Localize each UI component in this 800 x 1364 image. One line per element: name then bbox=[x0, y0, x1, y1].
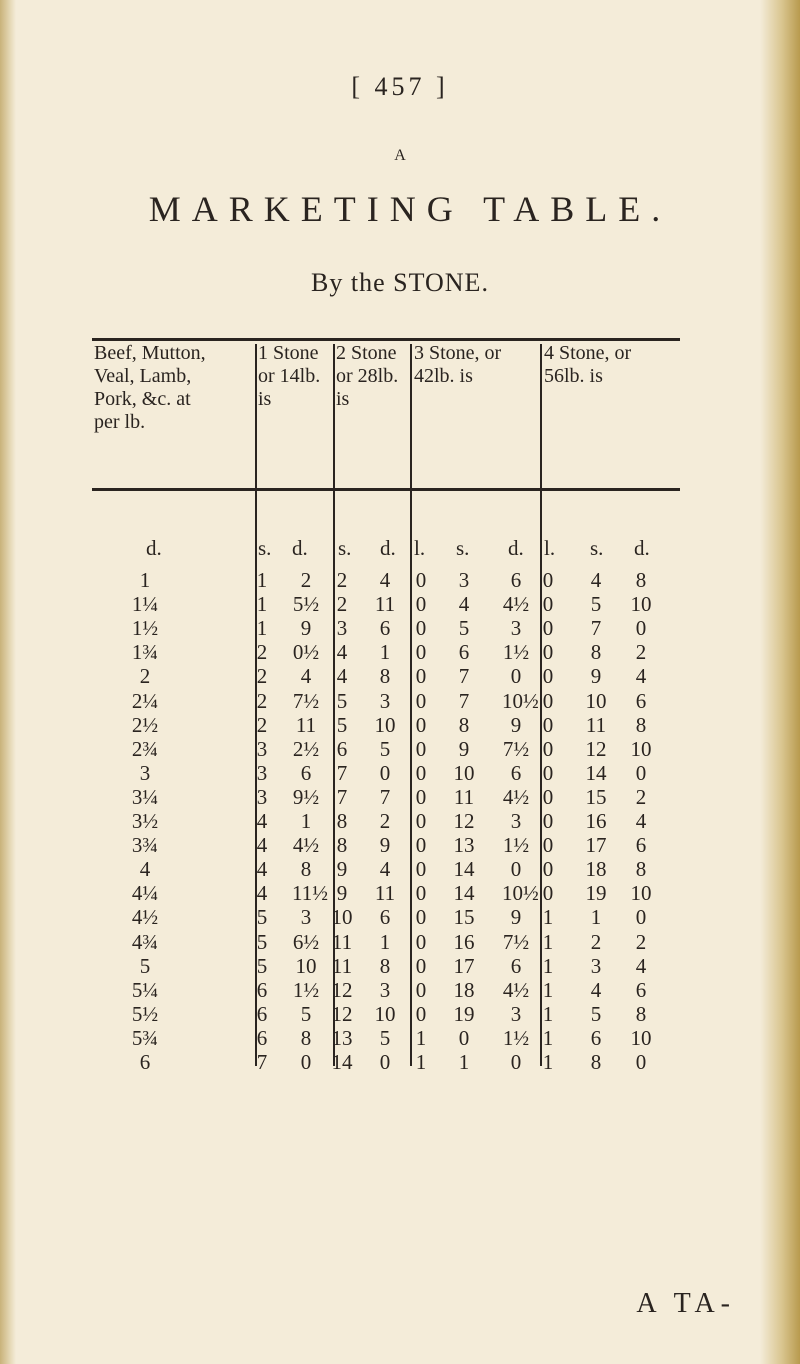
cell-four-stone-l: 1 bbox=[542, 977, 554, 1002]
cell-four-stone-l: 0 bbox=[542, 833, 554, 858]
header-one-stone: 1 Stone or 14lb. is bbox=[258, 342, 321, 410]
cell-three-stone-d: 9 bbox=[510, 712, 522, 737]
table-row bbox=[0, 664, 800, 688]
cell-one-stone-d: 8 bbox=[300, 1025, 312, 1050]
cell-price-per-lb: 4 bbox=[139, 857, 151, 882]
cell-three-stone-s: 8 bbox=[458, 712, 470, 737]
cell-four-stone-l: 1 bbox=[542, 1025, 554, 1050]
cell-four-stone-d: 6 bbox=[635, 977, 647, 1002]
cell-three-stone-l: 0 bbox=[415, 977, 427, 1002]
cell-two-stone-d: 6 bbox=[379, 905, 391, 930]
cell-two-stone-d: 11 bbox=[374, 881, 396, 906]
cell-price-per-lb: 5¼ bbox=[131, 977, 159, 1002]
cell-three-stone-d: 3 bbox=[510, 1001, 522, 1026]
cell-three-stone-l: 0 bbox=[415, 616, 427, 641]
cell-price-per-lb: 3¾ bbox=[131, 833, 159, 858]
cell-three-stone-d: 4½ bbox=[502, 592, 530, 617]
cell-two-stone-s: 3 bbox=[336, 616, 348, 641]
cell-four-stone-d: 8 bbox=[635, 1001, 647, 1026]
cell-four-stone-l: 0 bbox=[542, 857, 554, 882]
cell-two-stone-d: 11 bbox=[374, 592, 396, 617]
cell-two-stone-s: 12 bbox=[331, 977, 353, 1002]
cell-two-stone-d: 6 bbox=[379, 616, 391, 641]
table-row bbox=[0, 568, 800, 592]
cell-four-stone-s: 4 bbox=[590, 568, 602, 592]
cell-three-stone-d: 10½ bbox=[502, 688, 539, 713]
table-row bbox=[0, 978, 800, 1002]
unit-label: d. bbox=[508, 536, 524, 560]
cell-one-stone-d: 0 bbox=[300, 1050, 312, 1074]
cell-four-stone-l: 1 bbox=[542, 905, 554, 930]
cell-four-stone-d: 0 bbox=[635, 760, 647, 785]
cell-four-stone-d: 10 bbox=[630, 592, 652, 617]
cell-four-stone-s: 8 bbox=[590, 1050, 602, 1074]
unit-label: d. bbox=[380, 536, 396, 560]
cell-one-stone-d: 2½ bbox=[292, 736, 320, 761]
cell-one-stone-s: 2 bbox=[256, 664, 268, 689]
cell-three-stone-d: 6 bbox=[510, 760, 522, 785]
cell-two-stone-s: 7 bbox=[336, 760, 348, 785]
cell-three-stone-s: 16 bbox=[453, 929, 475, 954]
cell-four-stone-d: 8 bbox=[635, 712, 647, 737]
table-row bbox=[0, 857, 800, 881]
cell-three-stone-d: 10½ bbox=[502, 881, 539, 906]
cell-two-stone-d: 8 bbox=[379, 953, 391, 978]
table-row bbox=[0, 833, 800, 857]
cell-price-per-lb: 4¾ bbox=[131, 929, 159, 954]
cell-two-stone-s: 5 bbox=[336, 712, 348, 737]
cell-three-stone-l: 0 bbox=[415, 881, 427, 906]
cell-two-stone-d: 0 bbox=[379, 760, 391, 785]
cell-four-stone-l: 0 bbox=[542, 568, 554, 592]
table-row bbox=[0, 713, 800, 737]
cell-four-stone-d: 8 bbox=[635, 857, 647, 882]
cell-two-stone-s: 2 bbox=[336, 592, 348, 617]
cell-four-stone-s: 11 bbox=[585, 712, 607, 737]
cell-four-stone-s: 17 bbox=[585, 833, 607, 858]
cell-three-stone-s: 15 bbox=[453, 905, 475, 930]
cell-four-stone-l: 0 bbox=[542, 664, 554, 689]
cell-one-stone-d: 7½ bbox=[292, 688, 320, 713]
cell-price-per-lb: 5½ bbox=[131, 1001, 159, 1026]
cell-three-stone-l: 0 bbox=[415, 953, 427, 978]
cell-price-per-lb: 1¾ bbox=[131, 640, 159, 665]
cell-one-stone-s: 1 bbox=[256, 568, 268, 592]
cell-one-stone-d: 6 bbox=[300, 760, 312, 785]
table-row bbox=[0, 881, 800, 905]
table-row bbox=[0, 761, 800, 785]
cell-one-stone-d: 1 bbox=[300, 809, 312, 833]
cell-one-stone-d: 9 bbox=[300, 616, 312, 641]
cell-three-stone-s: 11 bbox=[453, 784, 475, 809]
cell-four-stone-s: 18 bbox=[585, 857, 607, 882]
cell-two-stone-s: 5 bbox=[336, 688, 348, 713]
cell-four-stone-s: 9 bbox=[590, 664, 602, 689]
cell-four-stone-l: 0 bbox=[542, 881, 554, 906]
cell-one-stone-d: 3 bbox=[300, 905, 312, 930]
cell-three-stone-d: 1½ bbox=[502, 1025, 530, 1050]
cell-four-stone-d: 10 bbox=[630, 1025, 652, 1050]
cell-two-stone-s: 2 bbox=[336, 568, 348, 592]
cell-four-stone-l: 0 bbox=[542, 784, 554, 809]
cell-three-stone-l: 0 bbox=[415, 568, 427, 592]
cell-four-stone-d: 10 bbox=[630, 736, 652, 761]
cell-four-stone-s: 6 bbox=[590, 1025, 602, 1050]
cell-four-stone-s: 8 bbox=[590, 640, 602, 665]
table-header-rule bbox=[92, 488, 680, 491]
cell-two-stone-d: 5 bbox=[379, 736, 391, 761]
cell-three-stone-d: 0 bbox=[510, 857, 522, 882]
cell-two-stone-s: 9 bbox=[336, 881, 348, 906]
cell-four-stone-d: 4 bbox=[635, 809, 647, 833]
cell-one-stone-d: 11½ bbox=[292, 881, 328, 906]
cell-two-stone-s: 8 bbox=[336, 809, 348, 833]
unit-label: d. bbox=[292, 536, 308, 560]
cell-one-stone-s: 1 bbox=[256, 592, 268, 617]
cell-three-stone-d: 0 bbox=[510, 1050, 522, 1074]
cell-one-stone-d: 8 bbox=[300, 857, 312, 882]
cell-three-stone-l: 0 bbox=[415, 592, 427, 617]
cell-three-stone-s: 7 bbox=[458, 664, 470, 689]
cell-three-stone-d: 4½ bbox=[502, 784, 530, 809]
cell-three-stone-l: 0 bbox=[415, 905, 427, 930]
cell-one-stone-d: 1½ bbox=[292, 977, 320, 1002]
table-row bbox=[0, 905, 800, 929]
cell-price-per-lb: 6 bbox=[139, 1050, 151, 1074]
cell-four-stone-l: 0 bbox=[542, 809, 554, 833]
cell-one-stone-d: 11 bbox=[295, 712, 317, 737]
table-row bbox=[0, 1026, 800, 1050]
cell-two-stone-s: 10 bbox=[331, 905, 353, 930]
table-row bbox=[0, 930, 800, 954]
cell-one-stone-s: 3 bbox=[256, 736, 268, 761]
cell-three-stone-l: 0 bbox=[415, 688, 427, 713]
cell-four-stone-s: 15 bbox=[585, 784, 607, 809]
cell-three-stone-s: 6 bbox=[458, 640, 470, 665]
cell-three-stone-d: 1½ bbox=[502, 833, 530, 858]
cell-three-stone-l: 0 bbox=[415, 712, 427, 737]
cell-three-stone-s: 4 bbox=[458, 592, 470, 617]
unit-label: l. bbox=[544, 536, 556, 560]
cell-two-stone-d: 5 bbox=[379, 1025, 391, 1050]
cell-three-stone-s: 9 bbox=[458, 736, 470, 761]
cell-four-stone-s: 14 bbox=[585, 760, 607, 785]
cell-three-stone-l: 0 bbox=[415, 664, 427, 689]
section-letter: A bbox=[394, 147, 406, 164]
cell-three-stone-s: 1 bbox=[458, 1050, 470, 1074]
cell-four-stone-l: 0 bbox=[542, 616, 554, 641]
cell-two-stone-s: 8 bbox=[336, 833, 348, 858]
cell-four-stone-d: 8 bbox=[635, 568, 647, 592]
cell-four-stone-l: 0 bbox=[542, 640, 554, 665]
cell-three-stone-l: 0 bbox=[415, 736, 427, 761]
unit-label: d. bbox=[146, 536, 162, 560]
cell-four-stone-s: 5 bbox=[590, 1001, 602, 1026]
table-top-rule bbox=[92, 338, 680, 341]
cell-one-stone-s: 3 bbox=[256, 760, 268, 785]
cell-two-stone-s: 6 bbox=[336, 736, 348, 761]
cell-price-per-lb: 1 bbox=[139, 568, 151, 592]
cell-four-stone-d: 6 bbox=[635, 833, 647, 858]
cell-three-stone-s: 3 bbox=[458, 568, 470, 592]
cell-three-stone-s: 18 bbox=[453, 977, 475, 1002]
page-title: MARKETING TABLE. bbox=[148, 189, 672, 229]
cell-two-stone-d: 2 bbox=[379, 809, 391, 833]
cell-two-stone-d: 1 bbox=[379, 640, 391, 665]
cell-four-stone-s: 1 bbox=[590, 905, 602, 930]
cell-one-stone-s: 4 bbox=[256, 833, 268, 858]
table-row bbox=[0, 809, 800, 833]
table-row bbox=[0, 1002, 800, 1026]
table-row bbox=[0, 640, 800, 664]
table-row bbox=[0, 616, 800, 640]
table-row bbox=[0, 954, 800, 978]
cell-four-stone-d: 0 bbox=[635, 1050, 647, 1074]
cell-two-stone-s: 13 bbox=[331, 1025, 353, 1050]
unit-label: d. bbox=[634, 536, 650, 560]
cell-three-stone-d: 0 bbox=[510, 664, 522, 689]
cell-four-stone-s: 4 bbox=[590, 977, 602, 1002]
cell-one-stone-d: 5½ bbox=[292, 592, 320, 617]
cell-one-stone-s: 6 bbox=[256, 977, 268, 1002]
cell-three-stone-s: 19 bbox=[453, 1001, 475, 1026]
cell-four-stone-l: 1 bbox=[542, 1050, 554, 1074]
cell-four-stone-d: 0 bbox=[635, 616, 647, 641]
cell-three-stone-d: 6 bbox=[510, 953, 522, 978]
table-row bbox=[0, 737, 800, 761]
cell-four-stone-s: 3 bbox=[590, 953, 602, 978]
cell-one-stone-s: 5 bbox=[256, 929, 268, 954]
cell-four-stone-d: 2 bbox=[635, 640, 647, 665]
cell-three-stone-d: 3 bbox=[510, 616, 522, 641]
cell-three-stone-d: 6 bbox=[510, 568, 522, 592]
cell-two-stone-d: 3 bbox=[379, 688, 391, 713]
cell-four-stone-l: 0 bbox=[542, 592, 554, 617]
table-row bbox=[0, 1050, 800, 1074]
cell-price-per-lb: 1½ bbox=[131, 616, 159, 641]
header-four-stone: 4 Stone, or 56lb. is bbox=[544, 342, 632, 387]
cell-one-stone-s: 4 bbox=[256, 857, 268, 882]
cell-one-stone-d: 5 bbox=[300, 1001, 312, 1026]
cell-price-per-lb: 3½ bbox=[131, 809, 159, 833]
cell-three-stone-s: 12 bbox=[453, 809, 475, 833]
cell-one-stone-s: 3 bbox=[256, 784, 268, 809]
unit-label: l. bbox=[414, 536, 426, 560]
cell-four-stone-s: 2 bbox=[590, 929, 602, 954]
cell-two-stone-s: 11 bbox=[331, 929, 353, 954]
cell-one-stone-s: 4 bbox=[256, 881, 268, 906]
cell-one-stone-d: 2 bbox=[300, 568, 312, 592]
cell-two-stone-s: 4 bbox=[336, 664, 348, 689]
cell-four-stone-l: 0 bbox=[542, 688, 554, 713]
cell-four-stone-l: 1 bbox=[542, 929, 554, 954]
cell-four-stone-l: 1 bbox=[542, 1001, 554, 1026]
cell-three-stone-s: 14 bbox=[453, 857, 475, 882]
cell-two-stone-s: 4 bbox=[336, 640, 348, 665]
cell-three-stone-l: 1 bbox=[415, 1050, 427, 1074]
cell-four-stone-d: 2 bbox=[635, 929, 647, 954]
cell-two-stone-d: 10 bbox=[374, 1001, 396, 1026]
cell-price-per-lb: 2½ bbox=[131, 712, 159, 737]
cell-three-stone-l: 0 bbox=[415, 1001, 427, 1026]
cell-two-stone-s: 14 bbox=[331, 1050, 353, 1074]
cell-price-per-lb: 3¼ bbox=[131, 784, 159, 809]
cell-two-stone-d: 10 bbox=[374, 712, 396, 737]
cell-one-stone-d: 10 bbox=[295, 953, 317, 978]
page-subtitle: By the STONE. bbox=[311, 268, 489, 297]
cell-three-stone-s: 5 bbox=[458, 616, 470, 641]
cell-three-stone-l: 0 bbox=[415, 857, 427, 882]
cell-four-stone-s: 12 bbox=[585, 736, 607, 761]
cell-price-per-lb: 3 bbox=[139, 760, 151, 785]
cell-three-stone-l: 0 bbox=[415, 784, 427, 809]
cell-one-stone-d: 9½ bbox=[292, 784, 320, 809]
cell-two-stone-s: 11 bbox=[331, 953, 353, 978]
cell-two-stone-d: 0 bbox=[379, 1050, 391, 1074]
cell-two-stone-d: 7 bbox=[379, 784, 391, 809]
cell-four-stone-l: 0 bbox=[542, 712, 554, 737]
cell-four-stone-l: 0 bbox=[542, 760, 554, 785]
cell-price-per-lb: 2¾ bbox=[131, 736, 159, 761]
cell-one-stone-s: 2 bbox=[256, 640, 268, 665]
cell-three-stone-s: 17 bbox=[453, 953, 475, 978]
cell-one-stone-s: 2 bbox=[256, 688, 268, 713]
cell-two-stone-d: 3 bbox=[379, 977, 391, 1002]
cell-price-per-lb: 2¼ bbox=[131, 688, 159, 713]
cell-four-stone-l: 1 bbox=[542, 953, 554, 978]
cell-three-stone-l: 0 bbox=[415, 640, 427, 665]
unit-label: s. bbox=[456, 536, 470, 560]
cell-two-stone-d: 1 bbox=[379, 929, 391, 954]
cell-one-stone-s: 6 bbox=[256, 1001, 268, 1026]
cell-four-stone-d: 4 bbox=[635, 664, 647, 689]
unit-label: s. bbox=[258, 536, 272, 560]
page-number: [ 457 ] bbox=[351, 72, 449, 101]
cell-four-stone-l: 0 bbox=[542, 736, 554, 761]
cell-four-stone-s: 19 bbox=[585, 881, 607, 906]
cell-price-per-lb: 2 bbox=[139, 664, 151, 689]
cell-two-stone-d: 8 bbox=[379, 664, 391, 689]
cell-four-stone-s: 7 bbox=[590, 616, 602, 641]
cell-three-stone-s: 13 bbox=[453, 833, 475, 858]
cell-three-stone-d: 7½ bbox=[502, 736, 530, 761]
cell-three-stone-l: 0 bbox=[415, 809, 427, 833]
cell-one-stone-s: 5 bbox=[256, 905, 268, 930]
cell-one-stone-d: 0½ bbox=[292, 640, 320, 665]
cell-one-stone-s: 4 bbox=[256, 809, 268, 833]
cell-two-stone-d: 9 bbox=[379, 833, 391, 858]
cell-two-stone-s: 9 bbox=[336, 857, 348, 882]
table-row bbox=[0, 592, 800, 616]
cell-three-stone-l: 1 bbox=[415, 1025, 427, 1050]
cell-four-stone-d: 6 bbox=[635, 688, 647, 713]
cell-one-stone-d: 6½ bbox=[292, 929, 320, 954]
cell-four-stone-d: 4 bbox=[635, 953, 647, 978]
cell-three-stone-l: 0 bbox=[415, 833, 427, 858]
cell-one-stone-s: 1 bbox=[256, 616, 268, 641]
unit-label: s. bbox=[338, 536, 352, 560]
cell-three-stone-s: 10 bbox=[453, 760, 475, 785]
cell-three-stone-d: 1½ bbox=[502, 640, 530, 665]
cell-four-stone-d: 10 bbox=[630, 881, 652, 906]
cell-one-stone-d: 4 bbox=[300, 664, 312, 689]
cell-one-stone-s: 2 bbox=[256, 712, 268, 737]
cell-two-stone-s: 7 bbox=[336, 784, 348, 809]
cell-four-stone-s: 16 bbox=[585, 809, 607, 833]
cell-four-stone-d: 0 bbox=[635, 905, 647, 930]
cell-four-stone-s: 10 bbox=[585, 688, 607, 713]
cell-one-stone-s: 7 bbox=[256, 1050, 268, 1074]
header-two-stone: 2 Stone or 28lb. is bbox=[336, 342, 399, 410]
table-row bbox=[0, 689, 800, 713]
table-row bbox=[0, 785, 800, 809]
cell-price-per-lb: 5 bbox=[139, 953, 151, 978]
cell-two-stone-s: 12 bbox=[331, 1001, 353, 1026]
cell-three-stone-s: 0 bbox=[458, 1025, 470, 1050]
cell-three-stone-s: 14 bbox=[453, 881, 475, 906]
cell-three-stone-d: 9 bbox=[510, 905, 522, 930]
cell-three-stone-d: 7½ bbox=[502, 929, 530, 954]
cell-one-stone-s: 6 bbox=[256, 1025, 268, 1050]
cell-three-stone-d: 3 bbox=[510, 809, 522, 833]
cell-price-per-lb: 1¼ bbox=[131, 592, 159, 617]
cell-price-per-lb: 5¾ bbox=[131, 1025, 159, 1050]
catchword: A TA- bbox=[636, 1288, 736, 1319]
header-price-per-lb: Beef, Mutton, Veal, Lamb, Pork, &c. at per lb. bbox=[94, 342, 206, 433]
cell-three-stone-d: 4½ bbox=[502, 977, 530, 1002]
cell-four-stone-s: 5 bbox=[590, 592, 602, 617]
cell-three-stone-l: 0 bbox=[415, 929, 427, 954]
cell-price-per-lb: 4¼ bbox=[131, 881, 159, 906]
header-three-stone: 3 Stone, or 42lb. is bbox=[414, 342, 502, 387]
cell-two-stone-d: 4 bbox=[379, 857, 391, 882]
cell-one-stone-s: 5 bbox=[256, 953, 268, 978]
cell-three-stone-s: 7 bbox=[458, 688, 470, 713]
cell-four-stone-d: 2 bbox=[635, 784, 647, 809]
cell-one-stone-d: 4½ bbox=[292, 833, 320, 858]
unit-label: s. bbox=[590, 536, 604, 560]
cell-two-stone-d: 4 bbox=[379, 568, 391, 592]
cell-three-stone-l: 0 bbox=[415, 760, 427, 785]
cell-price-per-lb: 4½ bbox=[131, 905, 159, 930]
